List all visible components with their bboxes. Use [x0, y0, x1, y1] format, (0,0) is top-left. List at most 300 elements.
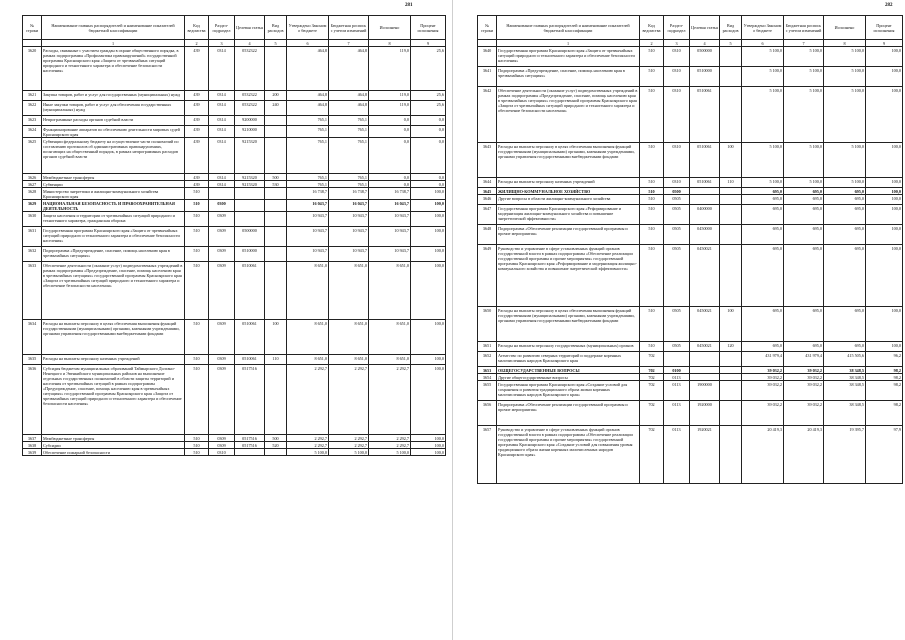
- cell-rosp: 20 419,3: [784, 426, 824, 484]
- cell-isp: 38 348,5: [824, 367, 866, 374]
- table-header-row: [478, 16, 903, 40]
- header-proc: Процент исполнения: [411, 16, 446, 40]
- table-row: [478, 188, 903, 195]
- table-header-row: [23, 16, 446, 40]
- colnum: 7: [329, 40, 369, 47]
- cell-row-number: 3627: [23, 181, 42, 188]
- cell-utv: 5 100,0: [287, 449, 329, 456]
- cell-isp: 695,0: [824, 307, 866, 342]
- cell-proc: 100,0: [866, 87, 903, 143]
- cell-vid: 110: [720, 178, 742, 188]
- cell-proc: 0,0: [411, 138, 446, 174]
- colnum: 8: [824, 40, 866, 47]
- cell-proc: 100,0: [866, 307, 903, 342]
- table-body: [23, 47, 446, 456]
- cell-cel: 0450021: [690, 245, 720, 307]
- cell-cel: 0510061: [690, 178, 720, 188]
- cell-utv: 5 100,0: [742, 178, 784, 188]
- colnum: 4: [235, 40, 265, 47]
- cell-name: Функционирование аппаратов по обеспечению деятельности мировых судей Красноярского края: [42, 126, 185, 138]
- cell-rosp: 765,1: [329, 174, 369, 181]
- cell-rosp: 765,1: [329, 126, 369, 138]
- cell-razdel: 0309: [209, 365, 235, 435]
- cell-name: Государственная программа Красноярского края «Защита от чрезвычайных ситуаций природного и техногенного характера и обеспечение безопасности населения»: [497, 47, 640, 67]
- cell-name: Расходы на выплаты персоналу государственных (муниципальных) органов: [497, 342, 640, 352]
- table-row: [478, 195, 903, 205]
- cell-vid: [265, 227, 287, 247]
- cell-ved: 702: [640, 426, 664, 484]
- cell-proc: 100,0: [866, 195, 903, 205]
- cell-utv: 695,0: [742, 195, 784, 205]
- cell-vid: 100: [720, 143, 742, 178]
- cell-name: ЖИЛИЩНО-КОММУНАЛЬНОЕ ХОЗЯЙСТВО: [497, 188, 640, 195]
- cell-vid: [265, 116, 287, 126]
- cell-proc: 100,0: [411, 355, 446, 365]
- cell-rosp: 695,0: [784, 342, 824, 352]
- header-razdel: Раздел-подраздел: [664, 16, 690, 40]
- cell-name: Закупка товаров, работ и услуг для государственных (муниципальных) нужд: [42, 91, 185, 101]
- cell-rosp: 431 979,4: [784, 352, 824, 367]
- cell-row-number: 3646: [478, 195, 497, 205]
- cell-ved: 510: [185, 212, 209, 227]
- cell-utv: 2 292,7: [287, 435, 329, 442]
- cell-ved: 510: [640, 195, 664, 205]
- table-row: [23, 449, 446, 456]
- cell-utv: 8 651,0: [287, 320, 329, 355]
- cell-name: Субсидии: [42, 442, 185, 449]
- cell-isp: 119,0: [369, 47, 411, 91]
- cell-razdel: 0300: [209, 200, 235, 212]
- cell-vid: [265, 47, 287, 91]
- cell-cel: 0517516: [235, 442, 265, 449]
- cell-cel: 0400000: [690, 205, 720, 225]
- cell-proc: 100,0: [411, 212, 446, 227]
- cell-rosp: 695,0: [784, 195, 824, 205]
- cell-cel: 0450000: [690, 225, 720, 245]
- cell-ved: 510: [185, 320, 209, 355]
- cell-isp: 5 100,0: [824, 143, 866, 178]
- cell-isp: 2 292,7: [369, 442, 411, 449]
- cell-vid: [720, 87, 742, 143]
- table-row: [23, 101, 446, 116]
- table-row: [478, 367, 903, 374]
- cell-name: Подпрограмма «Предупреждение, спасение, помощь населению края в чрезвычайных ситуациях»: [497, 67, 640, 87]
- cell-row-number: 3655: [478, 381, 497, 401]
- header-vid: Вид расходов: [720, 16, 742, 40]
- cell-isp: 38 348,5: [824, 401, 866, 426]
- cell-proc: 100,0: [411, 200, 446, 212]
- cell-utv: 765,1: [287, 138, 329, 174]
- cell-razdel: 0113: [664, 426, 690, 484]
- cell-ved: 510: [185, 365, 209, 435]
- cell-ved: 439: [185, 91, 209, 101]
- cell-proc: 100,0: [866, 143, 903, 178]
- cell-vid: [265, 212, 287, 227]
- cell-isp: 695,0: [824, 225, 866, 245]
- table-row: [478, 342, 903, 352]
- cell-row-number: 3654: [478, 374, 497, 381]
- cell-ved: 702: [640, 401, 664, 426]
- cell-cel: [235, 200, 265, 212]
- cell-name: Иные закупки товаров, работ и услуг для обеспечения государственных (муниципальных) нужд: [42, 101, 185, 116]
- cell-cel: 0500000: [235, 227, 265, 247]
- cell-vid: 120: [720, 342, 742, 352]
- cell-ved: 439: [185, 116, 209, 126]
- cell-ved: 510: [640, 245, 664, 307]
- header-rosp: Бюджетная роспись с учетом изменений: [329, 16, 369, 40]
- cell-cel: [235, 188, 265, 200]
- cell-utv: 695,0: [742, 205, 784, 225]
- column-number-row: [478, 40, 903, 47]
- cell-proc: 100,0: [411, 247, 446, 262]
- cell-rosp: 8 651,0: [329, 355, 369, 365]
- column-number-row: [23, 40, 446, 47]
- colnum: 6: [287, 40, 329, 47]
- cell-utv: 765,1: [287, 181, 329, 188]
- cell-name: Подпрограмма «Предупреждение, спасение, помощь населению края в чрезвычайных ситуациях»: [42, 247, 185, 262]
- cell-cel: [690, 188, 720, 195]
- cell-proc: 100,0: [411, 442, 446, 449]
- cell-isp: 695,0: [824, 342, 866, 352]
- cell-isp: 5 100,0: [824, 178, 866, 188]
- cell-isp: 695,0: [824, 188, 866, 195]
- page-number: 281: [405, 3, 413, 8]
- cell-proc: 100,0: [411, 435, 446, 442]
- cell-isp: 5 100,0: [824, 67, 866, 87]
- cell-cel: 0532322: [235, 101, 265, 116]
- cell-razdel: 0505: [664, 307, 690, 342]
- cell-isp: 5 100,0: [824, 47, 866, 67]
- cell-razdel: 0113: [664, 401, 690, 426]
- cell-isp: 16 043,7: [369, 200, 411, 212]
- cell-rosp: 39 032,2: [784, 374, 824, 381]
- cell-ved: 439: [185, 181, 209, 188]
- cell-proc: 98,2: [866, 401, 903, 426]
- cell-utv: 5 100,0: [742, 87, 784, 143]
- cell-utv: 765,1: [287, 116, 329, 126]
- cell-ved: 702: [640, 367, 664, 374]
- cell-name: Подпрограмма «Обеспечение реализации государственной программы и прочие мероприятия»: [497, 401, 640, 426]
- cell-vid: [720, 205, 742, 225]
- cell-row-number: 3647: [478, 205, 497, 225]
- cell-proc: 98,2: [866, 381, 903, 401]
- cell-cel: 9215320: [235, 181, 265, 188]
- cell-cel: 1920021: [690, 426, 720, 484]
- colnum: 7: [784, 40, 824, 47]
- cell-row-number: 3632: [23, 247, 42, 262]
- cell-utv: 5 100,0: [742, 47, 784, 67]
- cell-row-number: 3625: [23, 138, 42, 174]
- cell-vid: [720, 426, 742, 484]
- cell-cel: 0510061: [235, 262, 265, 320]
- cell-rosp: 695,0: [784, 245, 824, 307]
- cell-rosp: 5 100,0: [784, 47, 824, 67]
- cell-razdel: [209, 188, 235, 200]
- cell-cel: 0500000: [690, 47, 720, 67]
- cell-proc: 100,0: [866, 205, 903, 225]
- cell-name: ОБЩЕГОСУДАРСТВЕННЫЕ ВОПРОСЫ: [497, 367, 640, 374]
- table-row: [478, 426, 903, 484]
- cell-vid: 520: [265, 442, 287, 449]
- page-number: 282: [885, 3, 893, 8]
- cell-name: Руководство и управление в сфере установленных функций органов государственной власти в рамках подпрограммы «Обеспечение реализации государственной программы и прочие мероприятия» государственной программы Красноярского края «Реформирование и модернизация жилищно-коммунального хозяйства и повышение энергетической эффективности»: [497, 245, 640, 307]
- cell-row-number: 3636: [23, 365, 42, 435]
- cell-razdel: 0309: [209, 435, 235, 442]
- cell-vid: [720, 188, 742, 195]
- header-ved: Код ведомства: [640, 16, 664, 40]
- colnum: 1: [42, 40, 185, 47]
- cell-utv: 695,0: [742, 245, 784, 307]
- cell-vid: [720, 367, 742, 374]
- cell-isp: 415 505,6: [824, 352, 866, 367]
- table-row: [23, 116, 446, 126]
- cell-name: Межбюджетные трансферты: [42, 174, 185, 181]
- budget-table: [22, 15, 446, 456]
- cell-name: Руководство и управление в сфере установленных функций органов государственной власти в рамках подпрограммы «Обеспечение реализации государственной программы и прочие мероприятия» государственной программы Красноярского края «Создание условий для повышения уровня традиционного образа жизни коренных малочисленных народов Красноярского края»: [497, 426, 640, 484]
- header-cel: Целевая статья: [690, 16, 720, 40]
- cell-vid: 100: [720, 307, 742, 342]
- budget-table: [477, 15, 903, 484]
- cell-name: Расходы на выплаты персоналу казенных учреждений: [42, 355, 185, 365]
- cell-row-number: 3637: [23, 435, 42, 442]
- cell-name: Государственная программа Красноярского края «Защита от чрезвычайных ситуаций природного и техногенного характера и обеспечение безопасности населения»: [42, 227, 185, 247]
- cell-row-number: 3641: [478, 67, 497, 87]
- cell-vid: 500: [265, 174, 287, 181]
- cell-rosp: 10 943,7: [329, 227, 369, 247]
- header-num: № строки: [23, 16, 42, 40]
- table-row: [23, 247, 446, 262]
- cell-vid: [720, 374, 742, 381]
- cell-vid: 110: [265, 355, 287, 365]
- cell-row-number: 3649: [478, 245, 497, 307]
- cell-ved: 510: [185, 227, 209, 247]
- cell-ved: 510: [640, 225, 664, 245]
- cell-isp: 695,0: [824, 205, 866, 225]
- cell-name: Субвенции: [42, 181, 185, 188]
- cell-utv: 765,1: [287, 126, 329, 138]
- cell-row-number: 3635: [23, 355, 42, 365]
- cell-proc: 25,6: [411, 47, 446, 91]
- cell-row-number: 3639: [23, 449, 42, 456]
- table-row: [23, 188, 446, 200]
- cell-row-number: 3622: [23, 101, 42, 116]
- cell-rosp: 695,0: [784, 225, 824, 245]
- cell-vid: 240: [265, 101, 287, 116]
- cell-utv: 464,8: [287, 91, 329, 101]
- cell-name: Агентство по развитию северных территорий и поддержке коренных малочисленных народов Красноярского края: [497, 352, 640, 367]
- cell-utv: 8 651,0: [287, 355, 329, 365]
- cell-razdel: 0505: [664, 195, 690, 205]
- cell-isp: 119,0: [369, 101, 411, 116]
- table-row: [478, 143, 903, 178]
- colnum: 6: [742, 40, 784, 47]
- cell-row-number: 3629: [23, 200, 42, 212]
- cell-cel: [235, 212, 265, 227]
- cell-ved: 439: [185, 126, 209, 138]
- cell-ved: 510: [185, 449, 209, 456]
- cell-cel: 9215320: [235, 138, 265, 174]
- cell-utv: 464,8: [287, 47, 329, 91]
- cell-cel: 0517516: [235, 365, 265, 435]
- cell-utv: 464,8: [287, 101, 329, 116]
- cell-razdel: 0309: [209, 262, 235, 320]
- cell-ved: 702: [640, 381, 664, 401]
- cell-row-number: 3643: [478, 143, 497, 178]
- cell-rosp: 464,8: [329, 47, 369, 91]
- cell-name: Расходы на выплаты персоналу в целях обеспечения выполнения функций государственными (муниципальными) органами, казенными учреждениями, органами управления государственными внебюджетными фондами: [42, 320, 185, 355]
- cell-ved: 510: [185, 200, 209, 212]
- cell-proc: 25,6: [411, 101, 446, 116]
- document-page-left: [0, 0, 452, 640]
- table-row: [23, 212, 446, 227]
- cell-rosp: 16 043,7: [329, 200, 369, 212]
- cell-utv: 695,0: [742, 307, 784, 342]
- cell-ved: 439: [185, 101, 209, 116]
- cell-vid: [720, 195, 742, 205]
- table-row: [23, 320, 446, 355]
- cell-cel: [690, 195, 720, 205]
- cell-name: Субсидия бюджетам муниципальных образований Таймырского Долгано-Ненецкого и Эвенкийского муниципальных районов на выполнение отдельных государственных полномочий в области защиты территорий и населения от чрезвычайных ситуаций в рамках подпрограммы «Предупреждение, спасение, помощь населению края в чрезвычайных ситуациях» государственной программы Красноярского края «Защита от чрезвычайных ситуаций природного и техногенного характера и обеспечение безопасности населения»: [42, 365, 185, 435]
- cell-row-number: 3656: [478, 401, 497, 426]
- cell-proc: 100,0: [411, 320, 446, 355]
- cell-ved: 510: [185, 188, 209, 200]
- table-row: [23, 174, 446, 181]
- cell-isp: 8 651,0: [369, 320, 411, 355]
- cell-razdel: 0309: [209, 355, 235, 365]
- cell-name: Обеспечение деятельности (оказание услуг) подведомственных учреждений в рамках подпрограммы «Предупреждение, спасение, помощь населению края в чрезвычайных ситуациях» государственной программы Красноярского края «Защита от чрезвычайных ситуаций природного и техногенного характера и обеспечение безопасности населения»: [42, 262, 185, 320]
- cell-proc: 100,0: [866, 67, 903, 87]
- cell-utv: 10 943,7: [287, 227, 329, 247]
- cell-proc: 100,0: [411, 365, 446, 435]
- cell-vid: 100: [265, 320, 287, 355]
- table-row: [23, 47, 446, 91]
- table-row: [23, 365, 446, 435]
- cell-razdel: 0500: [664, 188, 690, 195]
- cell-name: Обеспечение пожарной безопасности: [42, 449, 185, 456]
- cell-proc: 100,0: [866, 342, 903, 352]
- cell-vid: [720, 67, 742, 87]
- cell-row-number: 3634: [23, 320, 42, 355]
- cell-cel: 9210000: [235, 126, 265, 138]
- cell-ved: 510: [640, 178, 664, 188]
- header-razdel: Раздел-подраздел: [209, 16, 235, 40]
- cell-ved: 510: [185, 442, 209, 449]
- cell-rosp: 2 292,7: [329, 435, 369, 442]
- cell-cel: 0510061: [690, 143, 720, 178]
- cell-isp: 8 651,0: [369, 262, 411, 320]
- table-row: [478, 225, 903, 245]
- cell-vid: [720, 381, 742, 401]
- cell-razdel: 0314: [209, 174, 235, 181]
- cell-utv: 39 032,2: [742, 374, 784, 381]
- cell-razdel: 0314: [209, 47, 235, 91]
- table-row: [478, 352, 903, 367]
- cell-ved: 510: [640, 342, 664, 352]
- colnum: 3: [664, 40, 690, 47]
- cell-vid: [265, 262, 287, 320]
- cell-row-number: 3645: [478, 188, 497, 195]
- cell-proc: 100,0: [866, 225, 903, 245]
- cell-proc: 100,0: [411, 188, 446, 200]
- table-row: [23, 262, 446, 320]
- cell-vid: [265, 365, 287, 435]
- cell-rosp: 2 292,7: [329, 365, 369, 435]
- cell-proc: 100,0: [866, 47, 903, 67]
- cell-isp: 695,0: [824, 245, 866, 307]
- cell-vid: [720, 47, 742, 67]
- cell-isp: 19 395,7: [824, 426, 866, 484]
- cell-rosp: 695,0: [784, 205, 824, 225]
- cell-ved: 510: [640, 143, 664, 178]
- table-row: [478, 178, 903, 188]
- cell-razdel: 0310: [664, 67, 690, 87]
- cell-cel: 0510000: [235, 247, 265, 262]
- cell-rosp: 765,1: [329, 138, 369, 174]
- cell-utv: 431 979,4: [742, 352, 784, 367]
- cell-utv: 20 419,3: [742, 426, 784, 484]
- cell-utv: 16 043,7: [287, 200, 329, 212]
- cell-row-number: 3652: [478, 352, 497, 367]
- cell-name: Обеспечение деятельности (оказание услуг) подведомственных учреждений в рамках подпрограммы «Предупреждение, спасение, помощь населению края в чрезвычайных ситуациях» государственной программы Красноярского края «Защита от чрезвычайных ситуаций природного и техногенного характера и обеспечение безопасности населения»: [497, 87, 640, 143]
- cell-proc: 100,0: [411, 227, 446, 247]
- header-num: № строки: [478, 16, 497, 40]
- cell-name: Министерство энергетики и жилищно-коммунального хозяйства Красноярского края: [42, 188, 185, 200]
- cell-rosp: 16 738,7: [329, 188, 369, 200]
- cell-cel: 0450021: [690, 342, 720, 352]
- cell-ved: 510: [185, 262, 209, 320]
- cell-utv: 695,0: [742, 225, 784, 245]
- cell-ved: 510: [640, 87, 664, 143]
- cell-ved: 702: [640, 352, 664, 367]
- cell-razdel: 0309: [209, 212, 235, 227]
- cell-row-number: 3653: [478, 367, 497, 374]
- cell-rosp: 2 292,7: [329, 442, 369, 449]
- cell-proc: 100,0: [866, 245, 903, 307]
- cell-ved: 510: [185, 435, 209, 442]
- cell-isp: 8 651,0: [369, 355, 411, 365]
- cell-razdel: [664, 352, 690, 367]
- cell-cel: 0532322: [235, 91, 265, 101]
- cell-name: Расходы на выплаты персоналу в целях обеспечения выполнения функций государственными (муниципальными) органами, казенными учреждениями, органами управления государственными внебюджетными фондами: [497, 143, 640, 178]
- cell-razdel: 0314: [209, 101, 235, 116]
- cell-row-number: 3630: [23, 212, 42, 227]
- cell-utv: 695,0: [742, 188, 784, 195]
- cell-cel: 0517516: [235, 435, 265, 442]
- cell-cel: 0510061: [235, 320, 265, 355]
- cell-ved: 510: [640, 67, 664, 87]
- cell-proc: 96,2: [866, 352, 903, 367]
- cell-proc: 100,0: [866, 188, 903, 195]
- cell-row-number: 3624: [23, 126, 42, 138]
- cell-cel: [690, 374, 720, 381]
- cell-isp: 10 943,7: [369, 212, 411, 227]
- cell-isp: 2 292,7: [369, 365, 411, 435]
- table-row: [478, 47, 903, 67]
- cell-rosp: 464,8: [329, 91, 369, 101]
- cell-row-number: 3640: [478, 47, 497, 67]
- cell-vid: [265, 247, 287, 262]
- cell-razdel: 0310: [664, 87, 690, 143]
- cell-razdel: 0310: [664, 178, 690, 188]
- cell-name: Субвенции федеральному бюджету на осуществление части полномочий по составлению протоколов об административных правонарушениях, посягающих на общественный порядок, в рамках непрограммных расходов органов судебной власти: [42, 138, 185, 174]
- cell-rosp: 5 100,0: [784, 87, 824, 143]
- cell-rosp: 5 100,0: [784, 143, 824, 178]
- cell-cel: 1900000: [690, 381, 720, 401]
- cell-isp: 38 348,5: [824, 381, 866, 401]
- colnum-blank: [478, 40, 497, 47]
- cell-cel: [690, 352, 720, 367]
- header-isp: Исполнено: [369, 16, 411, 40]
